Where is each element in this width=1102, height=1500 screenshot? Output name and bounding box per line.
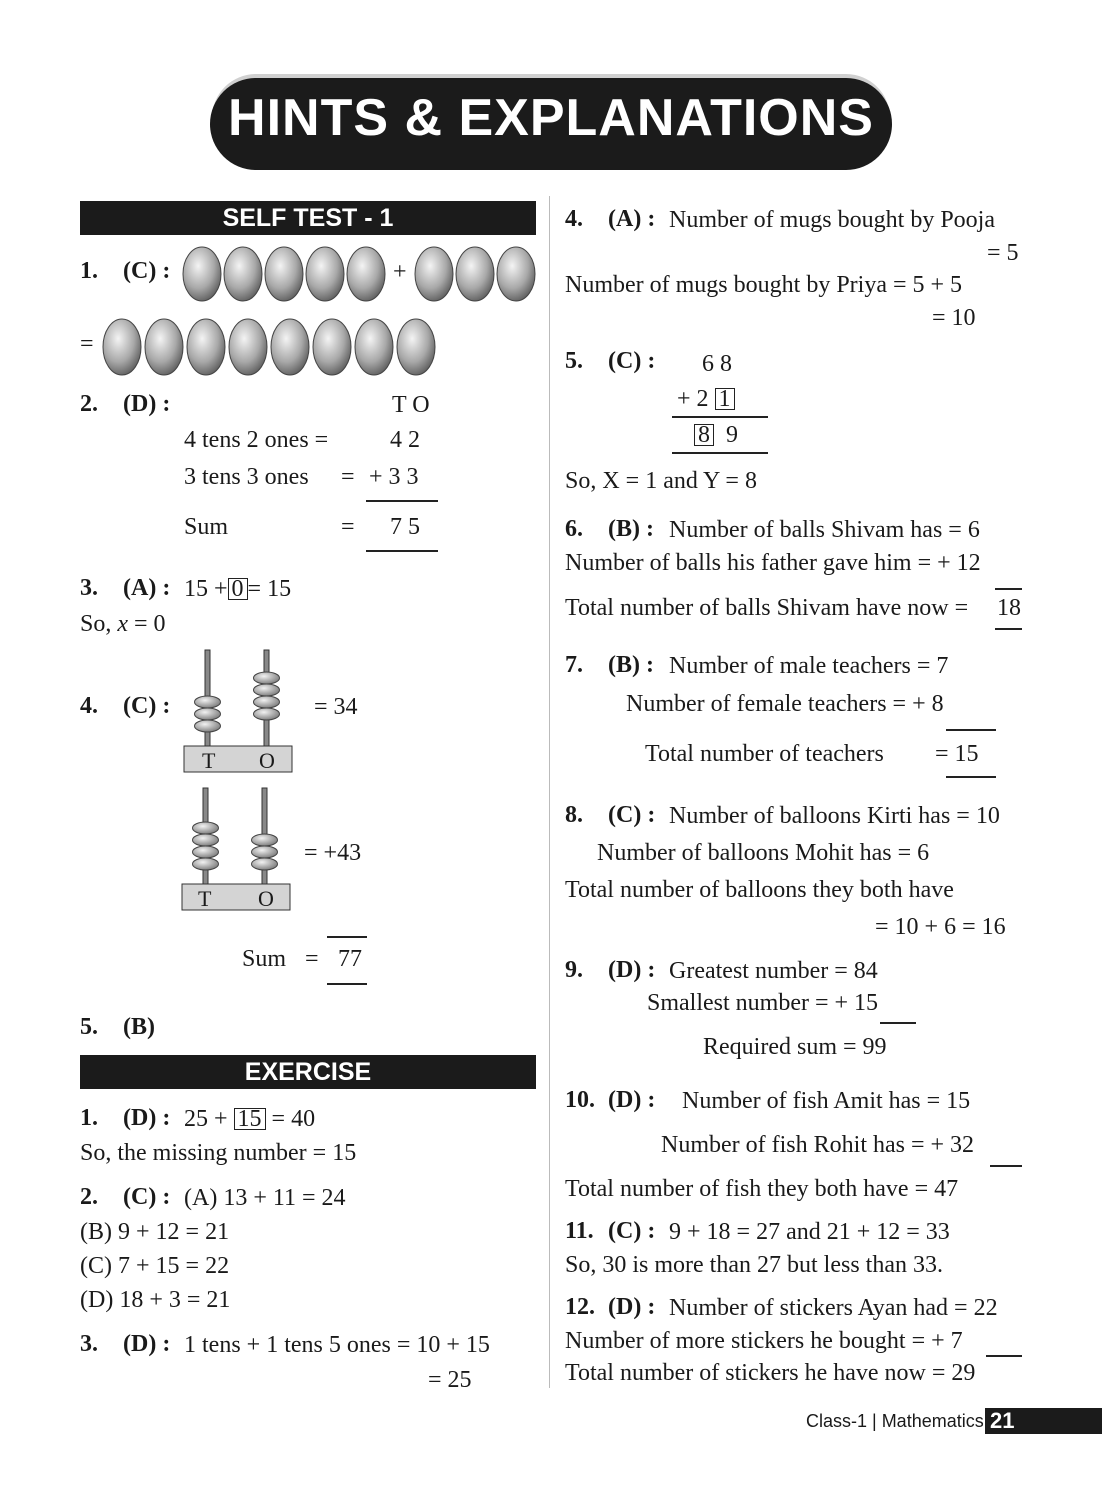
explanation-line: Total number of balloons they both have: [565, 877, 954, 903]
addend-row: [677, 385, 735, 413]
explanation-line: Number of mugs bought by Priya = 5 + 5: [565, 272, 963, 298]
ones-label: O: [259, 748, 275, 773]
option-c: (C) 7 + 15 = 22: [80, 1253, 230, 1279]
sum-value: 77: [338, 946, 362, 972]
explanation-line: Number of more stickers he bought = + 7: [565, 1328, 963, 1354]
explanation-line: Greatest number = 84: [669, 958, 878, 984]
mango-icon: [497, 247, 535, 301]
sum-line: [986, 1355, 1022, 1357]
mango-icon: [415, 247, 453, 301]
answer-label: (C) :: [123, 693, 171, 719]
sum-line: [946, 729, 996, 731]
mango-icon: [313, 319, 351, 375]
equals-sign: =: [341, 514, 355, 540]
question-number: 8.: [565, 802, 583, 828]
equation-right: = 40: [271, 1106, 316, 1132]
conclusion: So, X = 1 and Y = 8: [565, 468, 757, 494]
sum-line: [327, 983, 367, 985]
mango-icon: [265, 247, 303, 301]
plus-sign: +: [393, 259, 407, 285]
question-number: 7.: [565, 652, 583, 678]
question-number: 1.: [80, 1105, 98, 1131]
conclusion: [80, 610, 166, 638]
answer-label: (D) :: [608, 1087, 656, 1113]
equation-left: 25 +: [184, 1106, 228, 1132]
row-label: 3 tens 3 ones: [184, 464, 309, 490]
explanation-line: Number of balloons Mohit has = 6: [597, 840, 930, 866]
answer-label: (C) :: [123, 1184, 171, 1210]
question-number: 6.: [565, 516, 583, 542]
tens-label: T: [198, 886, 212, 911]
explanation-line: Number of balloons Kirti has = 10: [669, 803, 1000, 829]
answer-label: (B) :: [608, 516, 654, 542]
answer-label: (A) :: [608, 206, 656, 232]
answer-label: (A) :: [123, 575, 171, 601]
mango-icon: [183, 247, 221, 301]
explanation-line: Number of fish Amit has = 15: [682, 1088, 971, 1114]
question-number: 3.: [80, 1331, 98, 1357]
question-number: 4.: [565, 206, 583, 232]
abacus-icon: [182, 648, 296, 776]
page-title: HINTS & EXPLANATIONS: [228, 89, 874, 147]
explanation-line: Number of balls Shivam has = 6: [669, 517, 980, 543]
conclusion: So, the missing number = 15: [80, 1140, 357, 1166]
answer-label: (C) :: [608, 348, 656, 374]
sum-line: [990, 1165, 1022, 1167]
question-number: 2.: [80, 1184, 98, 1210]
equation: [184, 1105, 315, 1133]
row-value: 4 2: [390, 427, 420, 453]
row-label: Sum: [184, 514, 229, 540]
answer-box-y: 8: [694, 424, 714, 446]
equation: [184, 575, 291, 603]
explanation-value: = 15: [935, 741, 979, 767]
explanation-value: = 5: [987, 240, 1019, 266]
tens-label: T: [202, 748, 216, 773]
explanation-value: 18: [997, 595, 1021, 621]
sum-line: [995, 588, 1022, 590]
question-number: 4.: [80, 693, 98, 719]
explanation-line: Total number of stickers he have now = 29: [565, 1360, 976, 1386]
sum-line: [672, 452, 768, 454]
answer-label: (D) :: [123, 1331, 171, 1357]
conclusion-prefix: So,: [80, 611, 118, 637]
conclusion-value: = 0: [128, 611, 166, 637]
explanation-line: Total number of balls Shivam have now =: [565, 595, 969, 621]
explanation-line: Number of male teachers = 7: [669, 653, 949, 679]
question-number: 2.: [80, 391, 98, 417]
answer-box: 0: [228, 578, 248, 600]
sum-line: [995, 628, 1022, 630]
answer-label: (D) :: [123, 1105, 171, 1131]
section-exercise: EXERCISE: [80, 1055, 536, 1089]
sum-line: [946, 776, 996, 778]
explanation-line: Number of fish Rohit has = + 32: [661, 1132, 975, 1158]
mango-icon: [224, 247, 262, 301]
sum-line: [366, 550, 438, 552]
question-number: 11.: [565, 1218, 594, 1244]
equals-sign: =: [305, 946, 319, 972]
sum-line: [327, 936, 367, 938]
explanation-line: Total number of teachers: [645, 741, 884, 767]
mango-icon: [229, 319, 267, 375]
mango-icon: [397, 319, 435, 375]
variable: x: [117, 611, 129, 637]
question-number: 1.: [80, 258, 98, 284]
sum-line: [672, 416, 768, 418]
footer-label: Class-1 | Mathematics: [806, 1411, 984, 1431]
explanation-line: So, 30 is more than 27 but less than 33.: [565, 1252, 943, 1278]
explanation-line: 9 + 18 = 27 and 21 + 12 = 33: [669, 1219, 950, 1245]
equals-sign: =: [80, 331, 94, 357]
column-divider: [549, 196, 550, 1388]
answer-box: 15: [234, 1108, 266, 1130]
answer-label: (D) :: [608, 1294, 656, 1320]
addend-prefix: + 2: [677, 386, 709, 412]
explanation-value: = 10: [932, 305, 976, 331]
explanation-value: = 10 + 6 = 16: [875, 914, 1006, 940]
mango-icon: [271, 319, 309, 375]
mango-icon: [347, 247, 385, 301]
mango-icon: [145, 319, 183, 375]
answer-label: (C) :: [608, 1218, 656, 1244]
explanation-line: Number of balls his father gave him = + 12: [565, 550, 981, 576]
question-number: 3.: [80, 575, 98, 601]
row-label: 4 tens 2 ones =: [184, 427, 329, 453]
mango-images-result: [102, 316, 438, 378]
question-number: 9.: [565, 957, 583, 983]
abacus-value: = +43: [304, 840, 362, 866]
mango-icon: [355, 319, 393, 375]
question-number: 5.: [80, 1014, 98, 1040]
answer-label: (B): [123, 1014, 155, 1040]
answer-box-x: 1: [715, 388, 735, 410]
explanation-line: Smallest number = + 15: [647, 990, 879, 1016]
equation-right: = 15: [247, 576, 292, 602]
column-heading: T O: [392, 392, 430, 418]
row-value: 7 5: [390, 514, 420, 540]
option-a: (A) 13 + 11 = 24: [184, 1185, 346, 1211]
answer-label: (C) :: [123, 258, 171, 284]
question-number: 10.: [565, 1087, 595, 1113]
equals-sign: =: [341, 464, 355, 490]
sum-row: [694, 421, 738, 449]
page-number: 21: [990, 1408, 1015, 1433]
sum-line: [880, 1022, 916, 1024]
addend-row: 6 8: [702, 351, 732, 377]
mango-icon: [456, 247, 494, 301]
mango-icon: [187, 319, 225, 375]
question-number: 5.: [565, 348, 583, 374]
question-number: 12.: [565, 1294, 595, 1320]
abacus-value: = 34: [314, 694, 358, 720]
explanation-line: Required sum = 99: [703, 1034, 887, 1060]
section-self-test: SELF TEST - 1: [80, 201, 536, 235]
explanation-line: Number of mugs bought by Pooja: [669, 207, 995, 233]
ones-label: O: [258, 886, 274, 911]
sum-label: Sum: [242, 946, 287, 972]
answer-label: (C) :: [608, 802, 656, 828]
row-value: + 3 3: [369, 464, 419, 490]
result: = 25: [428, 1367, 472, 1393]
explanation-line: Number of female teachers = + 8: [626, 691, 944, 717]
mango-icon: [306, 247, 344, 301]
answer-label: (D) :: [123, 391, 171, 417]
sum-digit: 9: [726, 422, 738, 448]
mango-icon: [103, 319, 141, 375]
sum-line: [366, 500, 438, 502]
option-b: (B) 9 + 12 = 21: [80, 1219, 230, 1245]
explanation-line: Number of stickers Ayan had = 22: [669, 1295, 998, 1321]
explanation-line: Total number of fish they both have = 47: [565, 1176, 959, 1202]
option-d: (D) 18 + 3 = 21: [80, 1287, 231, 1313]
answer-label: (D) :: [608, 957, 656, 983]
explanation: 1 tens + 1 tens 5 ones = 10 + 15: [184, 1332, 490, 1358]
answer-label: (B) :: [608, 652, 654, 678]
equation-left: 15 +: [184, 576, 228, 602]
